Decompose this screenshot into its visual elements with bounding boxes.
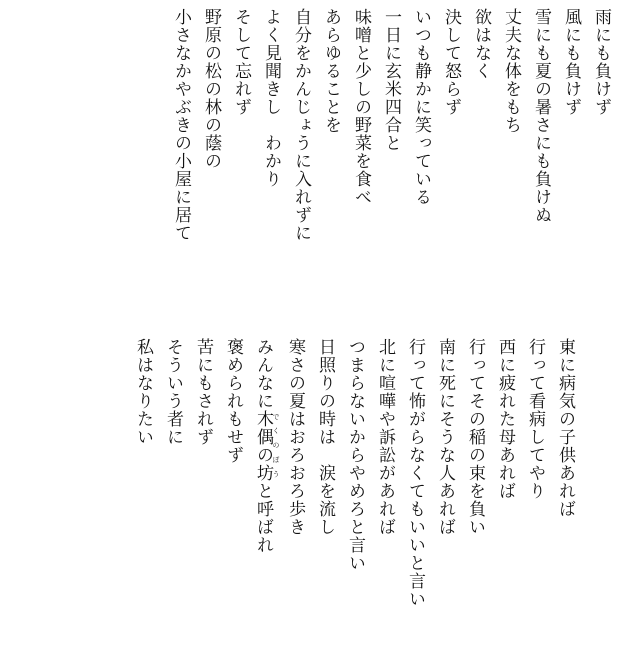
poem-line: 行って看病してやり — [525, 338, 545, 500]
poem-line: 褒められもせず — [223, 338, 243, 464]
poem-stanza-top — [166, 8, 616, 308]
poem-line: 風にも負けず — [561, 8, 581, 116]
poem-line: 雪にも夏の暑さにも負けぬ — [531, 8, 551, 224]
poem-line: 行って怖がらなくてもいいと言い — [405, 338, 425, 608]
ruby-dekunobou — [253, 410, 280, 482]
poem-line: 寒さの夏はおろおろ歩き — [285, 338, 305, 536]
poem-line: 一日に玄米四合と — [381, 8, 401, 152]
poem-line: そして忘れず — [231, 8, 251, 116]
poem-line: 小さなかやぶきの小屋に居て — [171, 8, 191, 242]
poem-stanza-bottom — [128, 338, 580, 658]
line-11-suffix: と呼ばれ — [253, 482, 273, 554]
poem-line-with-ruby — [248, 338, 280, 658]
poem-line: そういう者に — [163, 338, 183, 446]
poem-line: 欲はなく — [471, 8, 491, 80]
poem-line: 決して怒らず — [441, 8, 461, 116]
poem-line: あらゆることを — [321, 8, 341, 134]
line-11-prefix: みんなに — [253, 338, 273, 410]
poem-line: 東に病気の子供あれば — [555, 338, 575, 518]
poem-line: 野原の松の林の蔭の — [201, 8, 221, 170]
poem-line: いつも静かに笑っている — [411, 8, 431, 206]
poem-line: 南に死にそうな人あれば — [435, 338, 455, 536]
poem-line: 私はなりたい — [133, 338, 153, 446]
poem-line: 味噌と少しの野菜を食べ — [351, 8, 371, 206]
poem-line: 苦にもされず — [193, 338, 213, 446]
poem-line: 北に喧嘩や訴訟があれば — [375, 338, 395, 536]
ruby-reading: でくのぼう — [272, 410, 280, 482]
poem-line: 自分をかんじょうに入れずに — [291, 8, 311, 242]
poem-line: 西に疲れた母あれば — [495, 338, 515, 500]
poem-line: 日照りの時は 涙を流し — [315, 338, 335, 536]
poem-line: 行ってその稲の束を負い — [465, 338, 485, 536]
poem-line: 雨にも負けず — [591, 8, 611, 116]
poem-line: つまらないからやめろと言い — [345, 338, 365, 572]
ruby-base: 木偶の坊 — [253, 410, 273, 482]
poem-line: よく見聞きし わかり — [261, 8, 281, 188]
poem-line: 丈夫な体をもち — [501, 8, 521, 134]
